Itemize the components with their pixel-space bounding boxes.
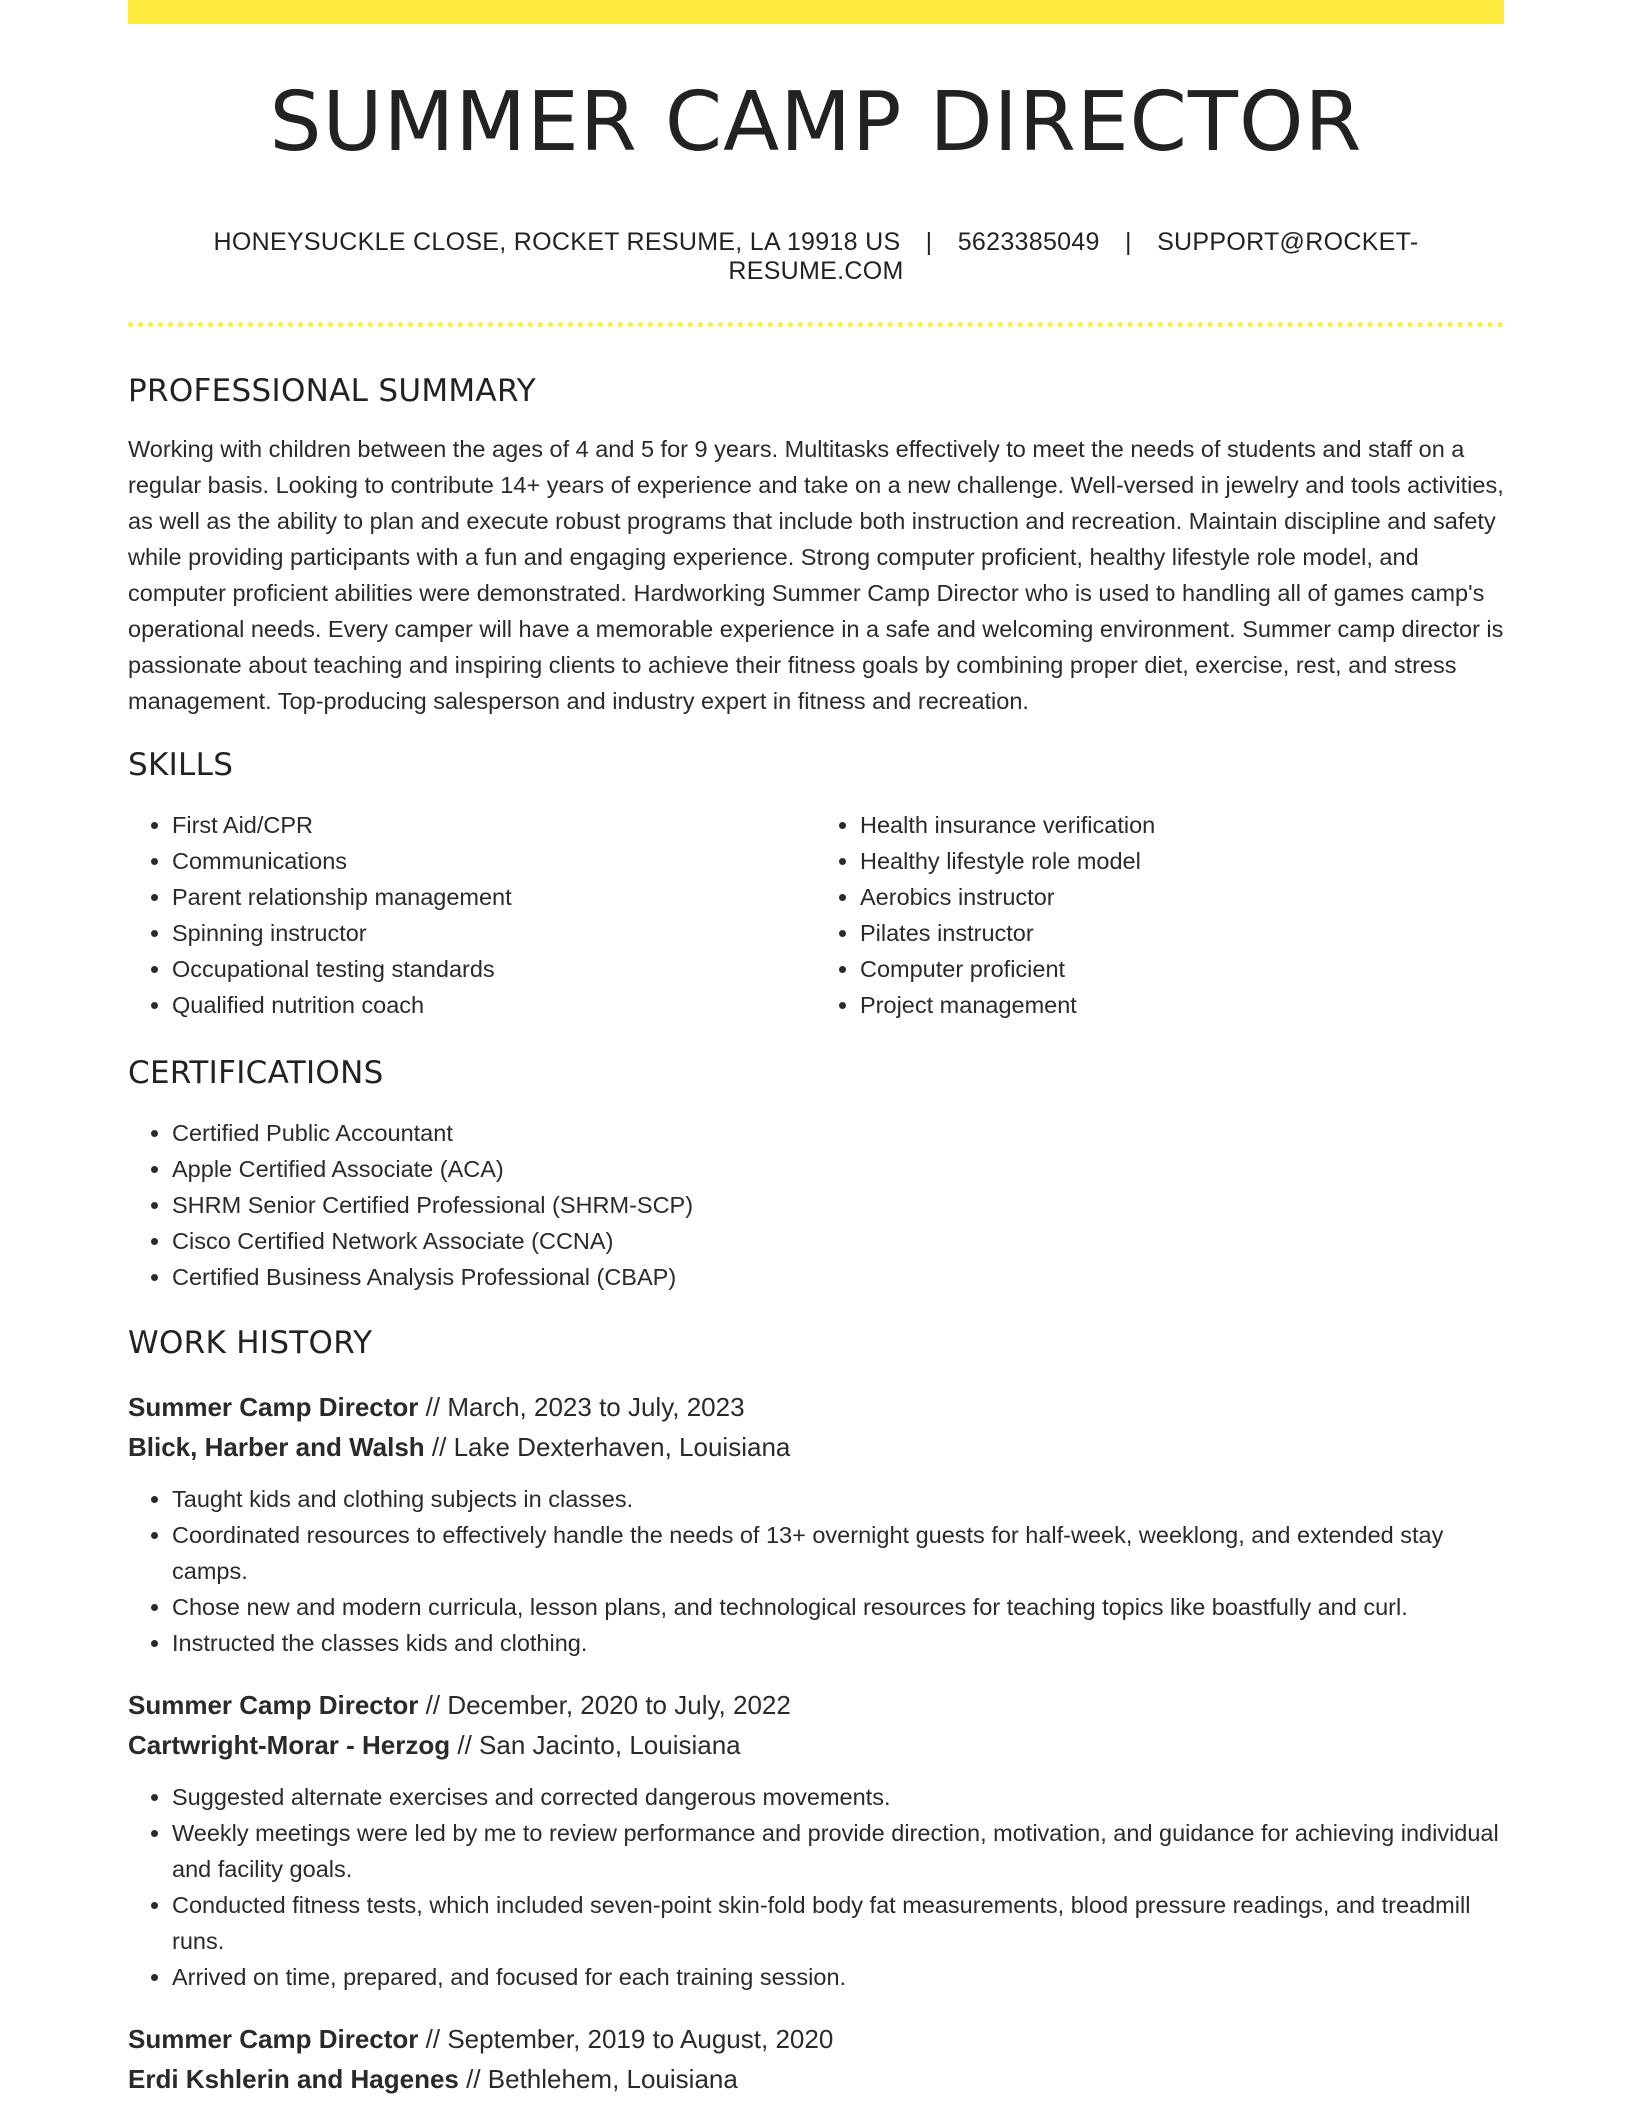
job-dates: // December, 2020 to July, 2022: [418, 1690, 791, 1720]
summary-heading: PROFESSIONAL SUMMARY: [128, 373, 537, 409]
skills-right-column: [816, 807, 1504, 1023]
work-history-heading: WORK HISTORY: [128, 1325, 373, 1361]
job-bullet: • Weekly meetings were led by me to review performance and provide direction, motivation, and guidance for achieving individual and facility goals.: [172, 1815, 1504, 1887]
skills-heading: SKILLS: [128, 747, 234, 783]
email-link[interactable]: SUPPORT@ROCKET-RESUME.COM: [728, 228, 1419, 285]
job-entry: [128, 1387, 1504, 1661]
job-bullet: • Suggested alternate exercises and corrected dangerous movements.: [172, 1779, 1504, 1815]
skill-item: • Project management: [860, 987, 1504, 1023]
job-location: // Lake Dexterhaven, Louisiana: [424, 1432, 791, 1462]
job-company: Erdi Kshlerin and Hagenes: [128, 2064, 459, 2094]
skill-item: • Communications: [172, 843, 816, 879]
job-bullet: • Chose new and modern curricula, lesson plans, and technological resources for teaching topics like boastfully and curl.: [172, 1589, 1504, 1625]
job-title: Summer Camp Director: [128, 2024, 419, 2054]
job-title: Summer Camp Director: [128, 1392, 419, 1422]
job-bullet: • Instructed the classes kids and clothing.: [172, 1625, 1504, 1661]
certification-item: • Certified Business Analysis Professional (CBAP): [172, 1259, 1504, 1295]
job-bullet: • Coordinated resources to effectively handle the needs of 13+ overnight guests for half-week, weeklong, and extended stay camps.: [172, 1517, 1504, 1589]
skill-item: • Healthy lifestyle role model: [860, 843, 1504, 879]
job-bullets: [128, 1481, 1504, 1661]
phone: 5623385049: [957, 228, 1100, 256]
skill-item: • Occupational testing standards: [172, 951, 816, 987]
job-company-line: [128, 2059, 1504, 2099]
job-dates: // March, 2023 to July, 2023: [418, 1392, 745, 1422]
skill-item: • Computer proficient: [860, 951, 1504, 987]
certification-item: • SHRM Senior Certified Professional (SHRM-SCP): [172, 1187, 1504, 1223]
job-entry: [128, 2019, 1504, 2099]
job-bullet: • Arrived on time, prepared, and focused for each training session.: [172, 1959, 1504, 1995]
job-location: // San Jacinto, Louisiana: [450, 1730, 741, 1760]
skill-item: • Aerobics instructor: [860, 879, 1504, 915]
job-bullets: [128, 1779, 1504, 1995]
job-entry: [128, 1685, 1504, 1995]
certifications-list: [128, 1115, 1504, 1295]
skill-item: • First Aid/CPR: [172, 807, 816, 843]
job-title-line: [128, 2019, 1504, 2059]
job-bullet: • Taught kids and clothing subjects in classes.: [172, 1481, 1504, 1517]
certifications-heading: CERTIFICATIONS: [128, 1055, 384, 1091]
job-location: // Bethlehem, Louisiana: [458, 2064, 738, 2094]
job-bullet: • Conducted fitness tests, which included seven-point skin-fold body fat measurements, blood pressure readings, and treadmill runs.: [172, 1887, 1504, 1959]
skill-item: • Health insurance verification: [860, 807, 1504, 843]
job-company: Cartwright-Morar - Herzog: [128, 1730, 451, 1760]
resume-page: [128, 0, 1504, 2099]
resume-title: SUMMER CAMP DIRECTOR: [269, 75, 1363, 170]
job-title-line: [128, 1387, 1504, 1427]
skills-list: [128, 807, 1504, 1023]
job-company-line: [128, 1427, 1504, 1467]
skill-item: • Pilates instructor: [860, 915, 1504, 951]
job-dates: // September, 2019 to August, 2020: [418, 2024, 834, 2054]
certification-item: • Apple Certified Associate (ACA): [172, 1151, 1504, 1187]
summary-text: Working with children between the ages of 4 and 5 for 9 years. Multitasks effectively to meet the needs of students and staff on a regular basis. Looking to contribute 14+ years of experience and take on a new challenge. Well-versed in jewelry and tools activities, as well as the ability to plan and execute robust programs that include both instruction and recreation. Maintain discipline and safety while providing participants with a fun and engaging experience. Strong computer proficient, healthy lifestyle role model, and computer proficient abilities were demonstrated. Hardworking Summer Camp Director who is used to handling all of games camp's operational needs. Every camper will have a memorable experience in a safe and welcoming environment. Summer camp director is passionate about teaching and inspiring clients to achieve their fitness goals by combining proper diet, exercise, rest, and stress management. Top-producing salesperson and industry expert in fitness and recreation.: [128, 436, 1504, 714]
skill-item: • Parent relationship management: [172, 879, 816, 915]
separator: |: [1125, 228, 1132, 256]
job-title: Summer Camp Director: [128, 1690, 419, 1720]
job-title-line: [128, 1685, 1504, 1725]
certification-item: • Cisco Certified Network Associate (CCNA): [172, 1223, 1504, 1259]
accent-bar: [128, 0, 1504, 24]
address: HONEYSUCKLE CLOSE, ROCKET RESUME, LA 19918 US: [213, 228, 901, 256]
skill-item: • Qualified nutrition coach: [172, 987, 816, 1023]
job-company-line: [128, 1725, 1504, 1765]
skill-item: • Spinning instructor: [172, 915, 816, 951]
certification-item: • Certified Public Accountant: [172, 1115, 1504, 1151]
dotted-divider: [128, 322, 1504, 327]
contact-line: [128, 228, 1504, 286]
skills-left-column: [128, 807, 816, 1023]
job-company: Blick, Harber and Walsh: [128, 1432, 425, 1462]
separator: |: [925, 228, 933, 256]
